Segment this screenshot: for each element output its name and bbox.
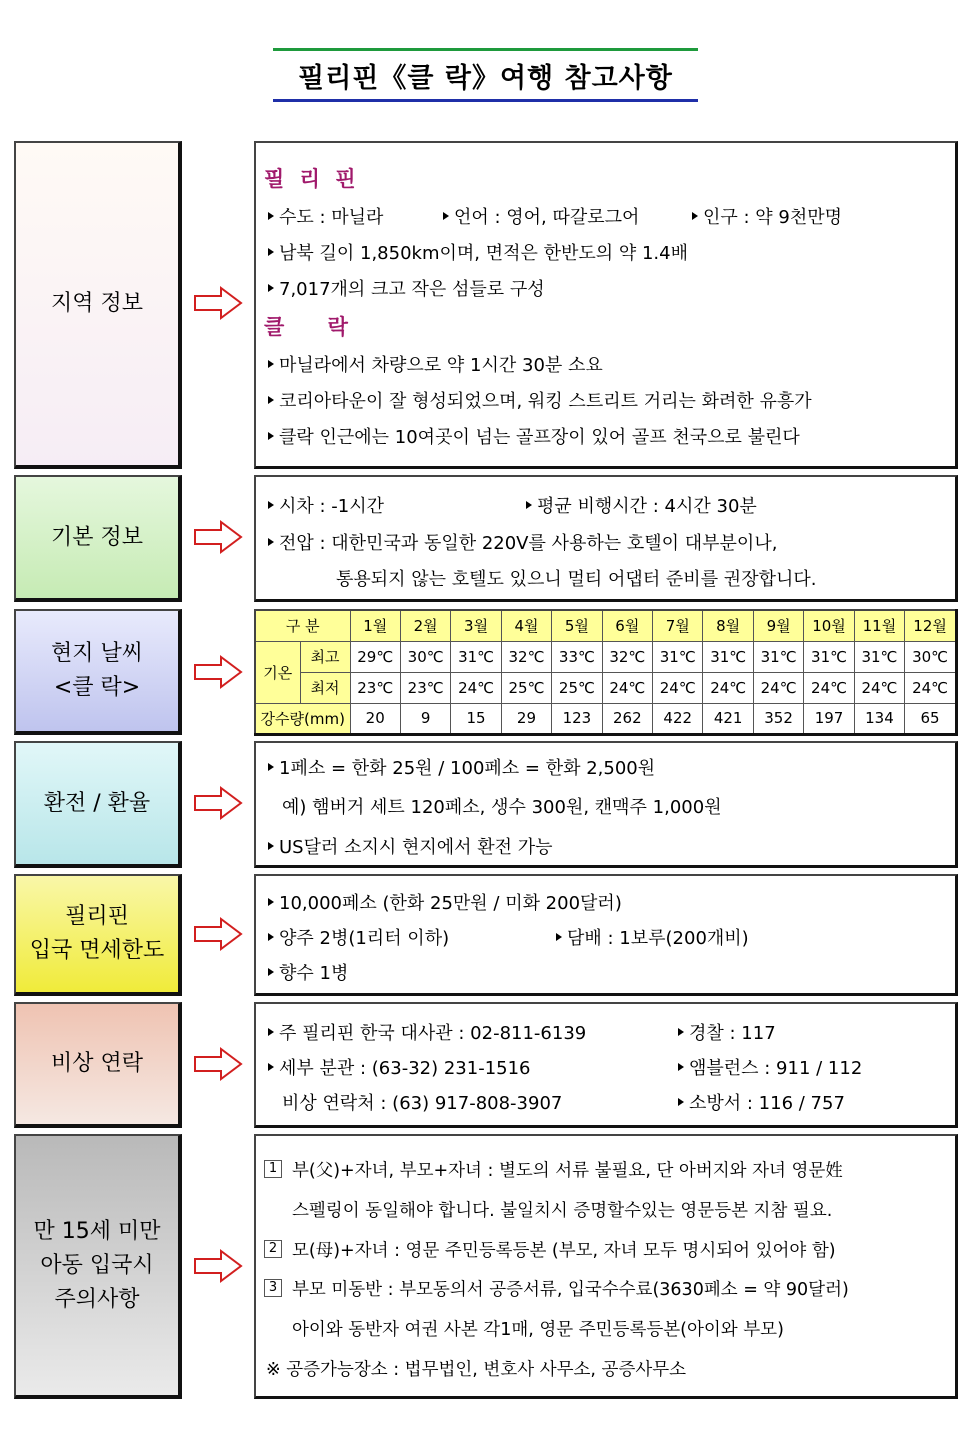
dutyfree-cash: 10,000페소 (한화 25만원 / 미화 200달러) (268, 889, 622, 915)
weather-rain-cell: 422 (653, 703, 703, 734)
weather-low-cell: 24℃ (451, 672, 501, 703)
minor-item-1-cont: 스펠링이 동일해야 합니다. 불일치시 증명할수있는 영문등본 지참 필요. (292, 1201, 833, 1221)
weather-low-cell: 25℃ (552, 672, 602, 703)
minor-item-3: 부모 미동반 : 부모동의서 공증서류, 입국수수료(3630페소 = 약 90달러) (292, 1280, 849, 1300)
weather-rain-cell: 123 (552, 703, 602, 734)
exchange-rate: 1페소 = 한화 25원 / 100페소 = 한화 2,500원 (268, 754, 655, 780)
weather-high-cell: 32℃ (602, 641, 652, 672)
weather-month-4: 4월 (501, 610, 551, 641)
section-label-region (14, 141, 182, 469)
content-minor (254, 1134, 958, 1399)
content-basic (254, 475, 958, 602)
weather-month-5: 5월 (552, 610, 602, 641)
content-exchange (254, 741, 958, 868)
weather-month-6: 6월 (602, 610, 652, 641)
right-arrow-icon (193, 786, 243, 820)
weather-rain-cell: 352 (753, 703, 803, 734)
weather-high-cell: 29℃ (350, 641, 400, 672)
basic-voltage: 전압 : 대한민국과 동일한 220V를 사용하는 호텔이 대부분이나, (268, 529, 777, 555)
section-label-dutyfree (14, 874, 182, 996)
right-arrow-icon (193, 520, 243, 554)
number-badge-2: 2 (264, 1240, 282, 1258)
right-arrow-icon (193, 1047, 243, 1081)
emergency-cebu: 세부 분관 : (63-32) 231-1516 (268, 1054, 531, 1080)
region-capital: 수도 : 마닐라 (268, 203, 383, 229)
weather-high-cell: 31℃ (703, 641, 753, 672)
emergency-ambulance: 앰블런스 : 911 / 112 (678, 1054, 862, 1080)
label-emergency: 비상 연락 (50, 1051, 143, 1076)
weather-low-cell: 23℃ (400, 672, 450, 703)
right-arrow-icon (193, 917, 243, 951)
weather-rain-label: 강수량(mm) (255, 703, 350, 734)
region-koreatown: 코리아타운이 잘 형성되었으며, 워킹 스트리트 거리는 화려한 유흥가 (268, 387, 812, 413)
weather-high-cell: 33℃ (552, 641, 602, 672)
subheading-clark: 클 락 (264, 315, 366, 339)
weather-low-cell: 24℃ (602, 672, 652, 703)
weather-high-cell: 30℃ (400, 641, 450, 672)
page-title-text: 필리핀《클 락》여행 참고사항 (298, 62, 673, 94)
weather-low-cell: 24℃ (804, 672, 854, 703)
weather-month-2: 2월 (400, 610, 450, 641)
weather-temp-label: 기온 (255, 641, 300, 703)
weather-rain-cell: 29 (501, 703, 551, 734)
weather-low-cell: 24℃ (905, 672, 957, 703)
weather-low-cell: 24℃ (753, 672, 803, 703)
label-exchange: 환전 / 환율 (43, 790, 151, 816)
weather-table (254, 609, 958, 736)
dutyfree-tobacco: 담배 : 1보루(200개비) (556, 924, 749, 950)
weather-rain-cell: 197 (804, 703, 854, 734)
emergency-police: 경찰 : 117 (678, 1019, 776, 1045)
label-minor-1: 만 15세 미만 (33, 1218, 161, 1244)
label-region: 지역 정보 (50, 291, 143, 316)
weather-month-3: 3월 (451, 610, 501, 641)
weather-high-cell: 31℃ (653, 641, 703, 672)
weather-high-cell: 31℃ (854, 641, 904, 672)
weather-rain-cell: 15 (451, 703, 501, 734)
weather-month-12: 12월 (905, 610, 957, 641)
section-label-emergency (14, 1002, 182, 1128)
number-badge-3: 3 (264, 1279, 282, 1297)
minor-item-3-cont: 아이와 동반자 여권 사본 각1매, 영문 주민등록등본(아이와 부모) (292, 1320, 784, 1340)
region-islands: 7,017개의 크고 작은 섬들로 구성 (268, 275, 545, 301)
weather-month-9: 9월 (753, 610, 803, 641)
weather-high-cell: 32℃ (501, 641, 551, 672)
weather-low-cell: 25℃ (501, 672, 551, 703)
weather-high-cell: 31℃ (753, 641, 803, 672)
weather-rain-row (255, 703, 957, 734)
section-label-basic (14, 475, 182, 602)
right-arrow-icon (193, 655, 243, 689)
exchange-usd: US달러 소지시 현지에서 환전 가능 (268, 833, 553, 859)
weather-col-head: 구 분 (255, 610, 350, 641)
weather-header-row (255, 610, 957, 641)
label-weather-2: <클 락> (53, 675, 141, 700)
weather-month-10: 10월 (804, 610, 854, 641)
weather-month-11: 11월 (854, 610, 904, 641)
number-badge-1: 1 (264, 1160, 282, 1178)
weather-month-8: 8월 (703, 610, 753, 641)
basic-flight: 평균 비행시간 : 4시간 30분 (526, 492, 757, 518)
subheading-philippines: 필 리 핀 (264, 167, 360, 191)
content-dutyfree (254, 874, 958, 996)
content-region (254, 141, 958, 469)
region-length: 남북 길이 1,850km이며, 면적은 한반도의 약 1.4배 (268, 239, 688, 265)
label-dutyfree-2: 입국 면세한도 (29, 938, 165, 963)
minor-item-2: 모(母)+자녀 : 영문 주민등록등본 (부모, 자녀 모두 명시되어 있어야 함) (292, 1241, 836, 1261)
weather-low-cell: 24℃ (703, 672, 753, 703)
region-population: 인구 : 약 9천만명 (692, 203, 842, 229)
weather-low-cell: 24℃ (854, 672, 904, 703)
section-label-exchange (14, 741, 182, 868)
dutyfree-perfume: 향수 1병 (268, 959, 348, 985)
right-arrow-icon (193, 1249, 243, 1283)
label-minor-3: 주의사항 (54, 1286, 140, 1312)
weather-rain-cell: 9 (400, 703, 450, 734)
exchange-example: 예) 햄버거 세트 120페소, 생수 300원, 캔맥주 1,000원 (282, 797, 722, 818)
weather-low-cell: 24℃ (653, 672, 703, 703)
emergency-fire: 소방서 : 116 / 757 (678, 1089, 845, 1115)
section-label-weather (14, 609, 182, 735)
region-distance: 마닐라에서 차량으로 약 1시간 30분 소요 (268, 351, 603, 377)
weather-high-label: 최고 (300, 641, 350, 672)
minor-note: ※ 공증가능장소 : 법무법인, 변호사 사무소, 공증사무소 (266, 1360, 687, 1380)
weather-low-cell: 23℃ (350, 672, 400, 703)
weather-high-cell: 31℃ (451, 641, 501, 672)
region-golf: 클락 인근에는 10여곳이 넘는 골프장이 있어 골프 천국으로 불린다 (268, 423, 800, 449)
label-weather-1: 현지 날씨 (50, 641, 143, 666)
weather-month-7: 7월 (653, 610, 703, 641)
weather-rain-cell: 262 (602, 703, 652, 734)
page-title (273, 48, 698, 102)
weather-low-row (255, 672, 957, 703)
weather-rain-cell: 20 (350, 703, 400, 734)
emergency-contact: 비상 연락처 : (63) 917-808-3907 (282, 1093, 563, 1114)
weather-high-row (255, 641, 957, 672)
minor-item-1: 부(父)+자녀, 부모+자녀 : 별도의 서류 불필요, 단 아버지와 자녀 영문姓 (292, 1161, 843, 1181)
dutyfree-liquor: 양주 2병(1리터 이하) (268, 924, 449, 950)
basic-voltage-cont: 통용되지 않는 호텔도 있으니 멀티 어댑터 준비를 권장합니다. (336, 569, 817, 590)
weather-low-label: 최저 (300, 672, 350, 703)
label-basic: 기본 정보 (50, 524, 143, 550)
section-label-minor (14, 1134, 182, 1399)
label-dutyfree-1: 필리핀 (65, 904, 129, 929)
emergency-embassy: 주 필리핀 한국 대사관 : 02-811-6139 (268, 1019, 586, 1045)
weather-high-cell: 31℃ (804, 641, 854, 672)
weather-high-cell: 30℃ (905, 641, 957, 672)
label-minor-2: 아동 입국시 (40, 1252, 154, 1278)
content-emergency (254, 1002, 958, 1128)
weather-rain-cell: 421 (703, 703, 753, 734)
weather-month-1: 1월 (350, 610, 400, 641)
weather-rain-cell: 65 (905, 703, 957, 734)
region-language: 언어 : 영어, 따갈로그어 (443, 203, 639, 229)
basic-timediff: 시차 : -1시간 (268, 492, 384, 518)
weather-rain-cell: 134 (854, 703, 904, 734)
right-arrow-icon (193, 286, 243, 320)
